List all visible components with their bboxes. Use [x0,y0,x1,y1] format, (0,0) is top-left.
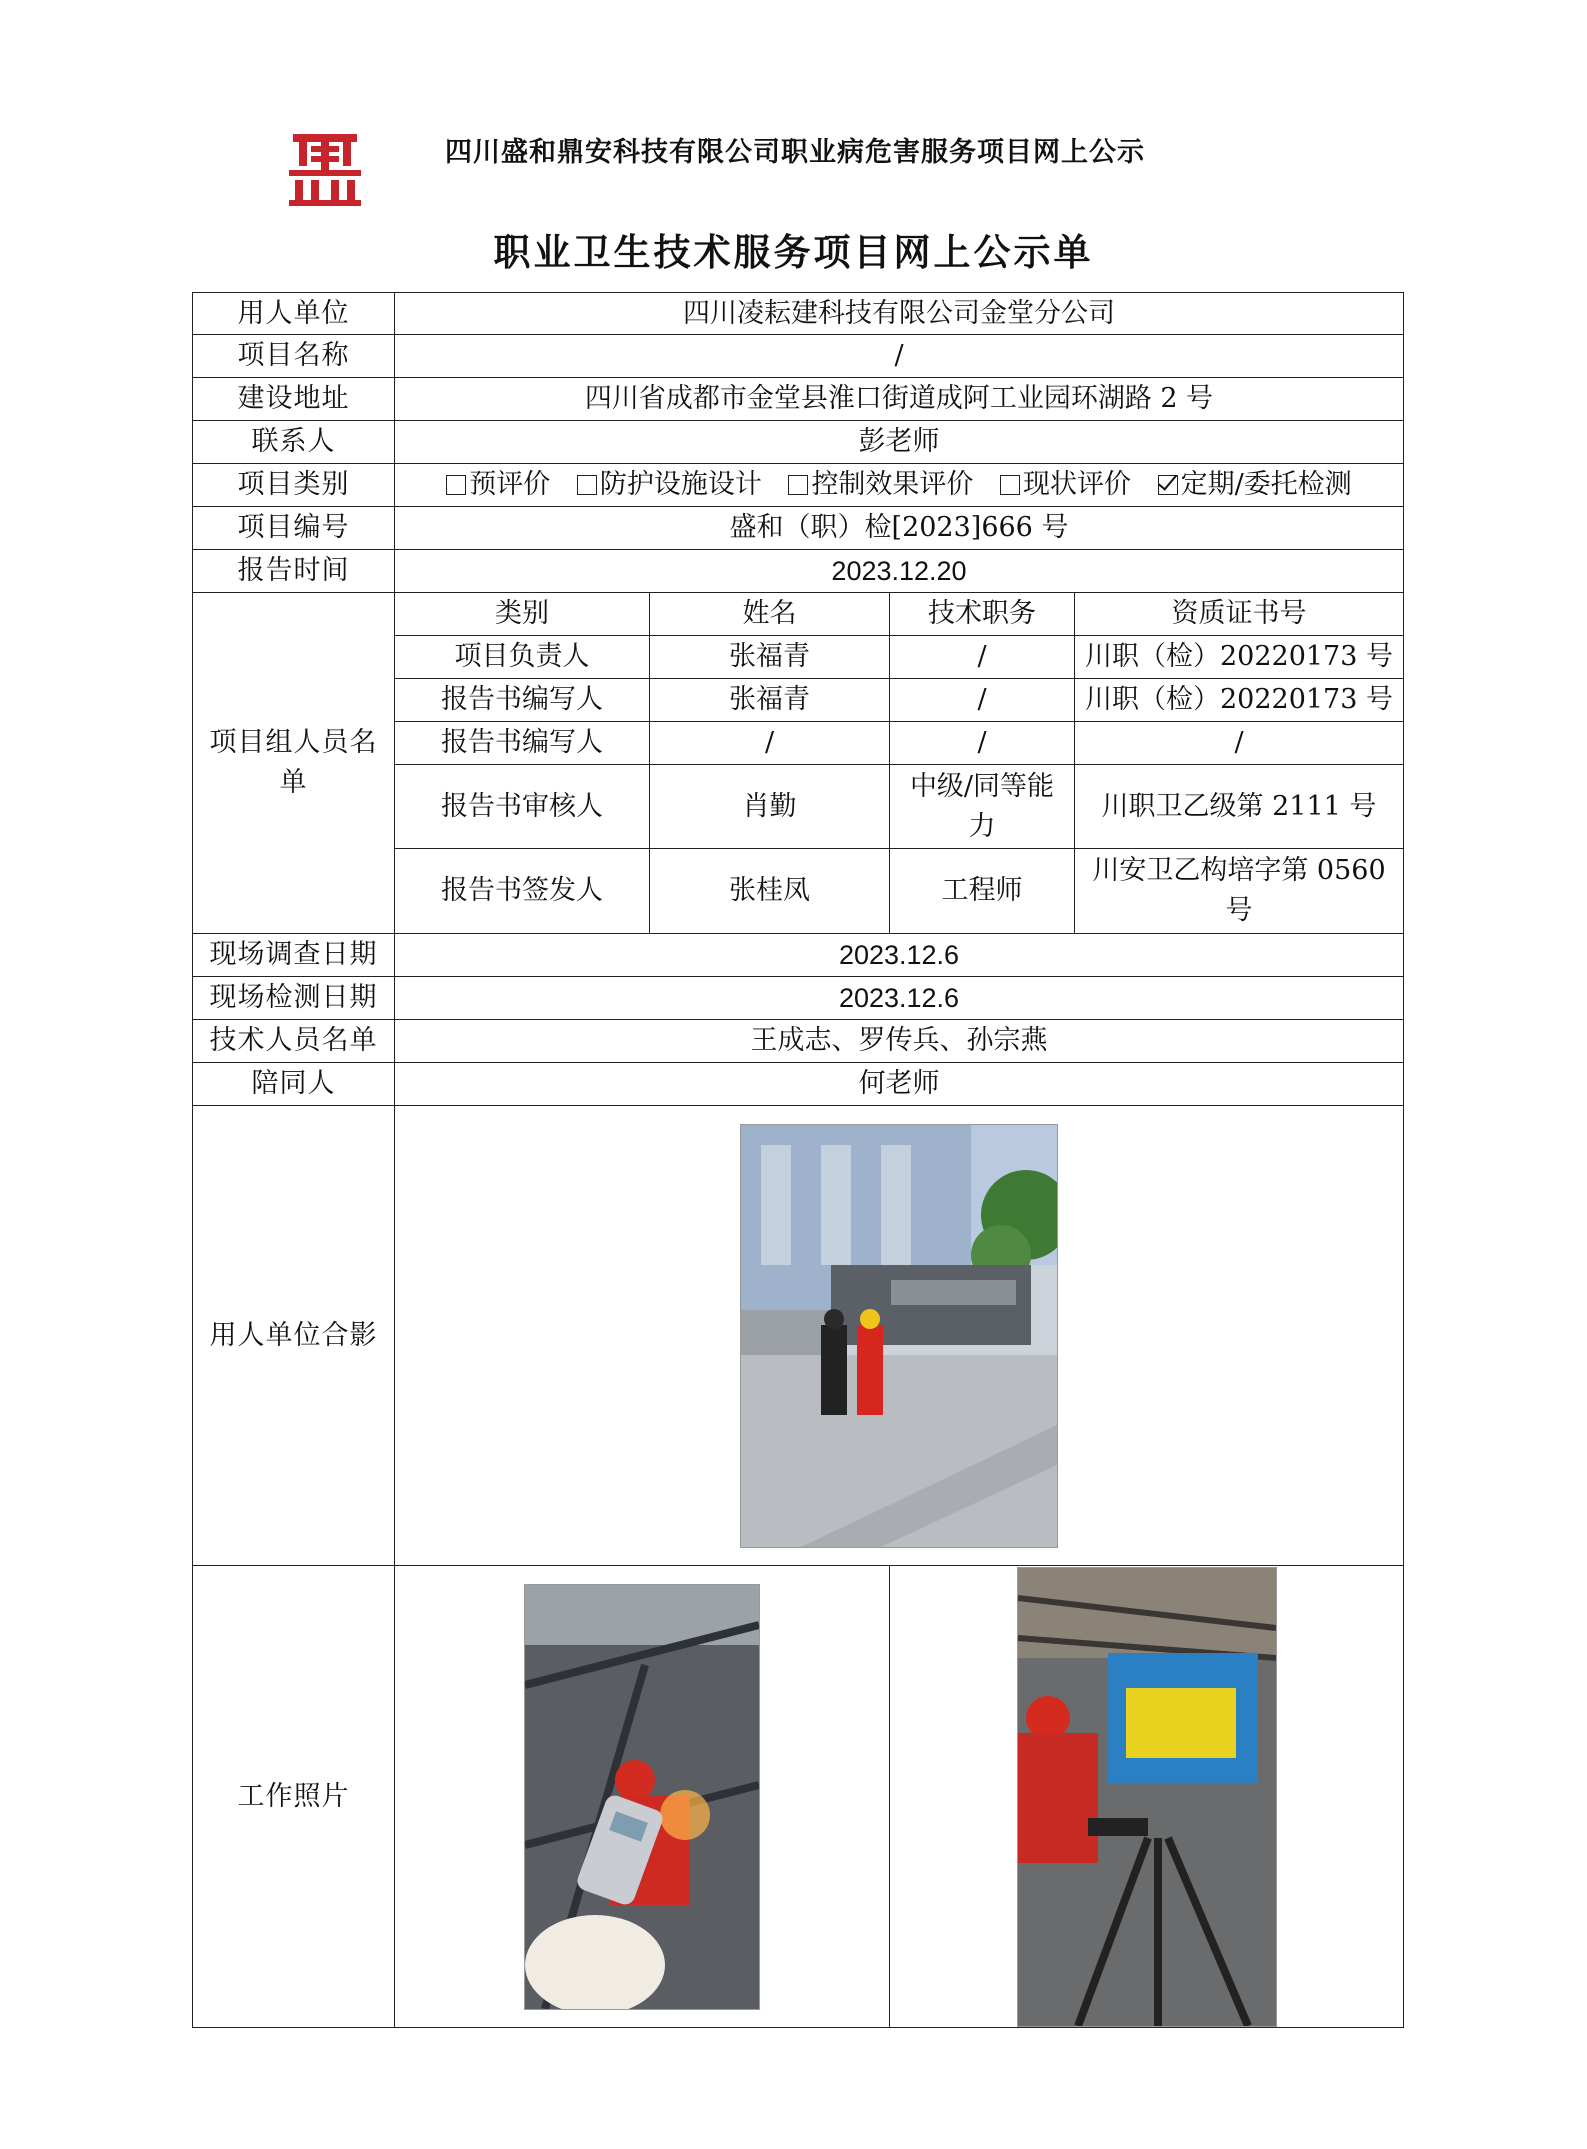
team-header-name: 姓名 [650,593,890,636]
member-cert: 川安卫乙构培字第 0560 号 [1075,849,1404,934]
work-photo-cell-1 [395,1566,890,2028]
label-contact: 联系人 [193,421,395,464]
category-option-status-eval[interactable]: 现状评价 [1000,465,1131,505]
member-name: 肖勤 [650,765,890,849]
member-name: 张福青 [650,679,890,722]
label-escort: 陪同人 [193,1063,395,1106]
work-photo-cell-2 [890,1566,1404,2028]
row-report-time [193,550,1404,593]
value-contact: 彭老师 [395,421,1404,464]
row-contact [193,421,1404,464]
value-address: 四川省成都市金堂县淮口街道成阿工业园环湖路 2 号 [395,378,1404,421]
team-header-role: 类别 [395,593,650,636]
company-logo-icon [285,128,365,208]
category-option-pre-eval[interactable]: 预评价 [446,465,550,505]
member-title: / [890,636,1075,679]
work-photo-noise-meter [524,1584,760,2010]
member-title: / [890,679,1075,722]
member-role: 报告书审核人 [395,765,650,849]
label-test-date: 现场检测日期 [193,977,395,1020]
value-survey-date: 2023.12.6 [395,934,1404,977]
member-cert: 川职卫乙级第 2111 号 [1075,765,1404,849]
label-project-name: 项目名称 [193,335,395,378]
row-category [193,464,1404,507]
row-group-photo [193,1106,1404,1566]
value-technicians: 王成志、罗传兵、孙宗燕 [395,1020,1404,1063]
label-employer: 用人单位 [193,293,395,335]
checkbox-icon [446,475,466,495]
value-project-name: / [395,335,1404,378]
company-notice-title: 四川盛和鼎安科技有限公司职业病危害服务项目网上公示 [445,137,1145,168]
row-technicians [193,1020,1404,1063]
member-title: 中级/同等能力 [890,765,1075,849]
label-report-time: 报告时间 [193,550,395,593]
label-project-no: 项目编号 [193,507,395,550]
member-cert: / [1075,722,1404,765]
row-project-name [193,335,1404,378]
row-test-date [193,977,1404,1020]
member-cert: 川职（检）20220173 号 [1075,679,1404,722]
team-header-title: 技术职务 [890,593,1075,636]
checkbox-checked-icon [1158,475,1178,495]
label-group-photo: 用人单位合影 [193,1106,395,1566]
member-title: 工程师 [890,849,1075,934]
row-survey-date [193,934,1404,977]
category-option-protection-design[interactable]: 防护设施设计 [577,465,762,505]
value-project-no: 盛和（职）检[2023]666 号 [395,507,1404,550]
team-header-cert: 资质证书号 [1075,593,1404,636]
label-team: 项目组人员名单 [193,593,395,934]
value-test-date: 2023.12.6 [395,977,1404,1020]
category-options [395,464,1404,507]
row-address [193,378,1404,421]
member-role: 报告书编写人 [395,679,650,722]
notice-form-table [192,292,1404,2028]
member-role: 报告书签发人 [395,849,650,934]
member-role: 项目负责人 [395,636,650,679]
category-option-control-effect[interactable]: 控制效果评价 [788,465,973,505]
value-employer: 四川凌耘建科技有限公司金堂分公司 [395,293,1404,335]
group-photo-cell [395,1106,1404,1566]
page-title: 职业卫生技术服务项目网上公示单 [493,230,1094,274]
value-report-time: 2023.12.20 [395,550,1404,593]
member-cert: 川职（检）20220173 号 [1075,636,1404,679]
category-option-periodic-test[interactable]: 定期/委托检测 [1158,465,1352,505]
row-project-no [193,507,1404,550]
member-name: 张福青 [650,636,890,679]
row-escort [193,1063,1404,1106]
row-work-photos [193,1566,1404,2028]
row-employer [193,293,1404,335]
member-title: / [890,722,1075,765]
checkbox-icon [1000,475,1020,495]
member-name: 张桂凤 [650,849,890,934]
label-work-photos: 工作照片 [193,1566,395,2028]
label-address: 建设地址 [193,378,395,421]
label-technicians: 技术人员名单 [193,1020,395,1063]
checkbox-icon [577,475,597,495]
value-escort: 何老师 [395,1063,1404,1106]
member-name: / [650,722,890,765]
group-photo-image [740,1124,1058,1548]
team-header-row [193,593,1404,636]
label-category: 项目类别 [193,464,395,507]
label-survey-date: 现场调查日期 [193,934,395,977]
member-role: 报告书编写人 [395,722,650,765]
work-photo-sampler [1017,1567,1277,2027]
checkbox-icon [788,475,808,495]
